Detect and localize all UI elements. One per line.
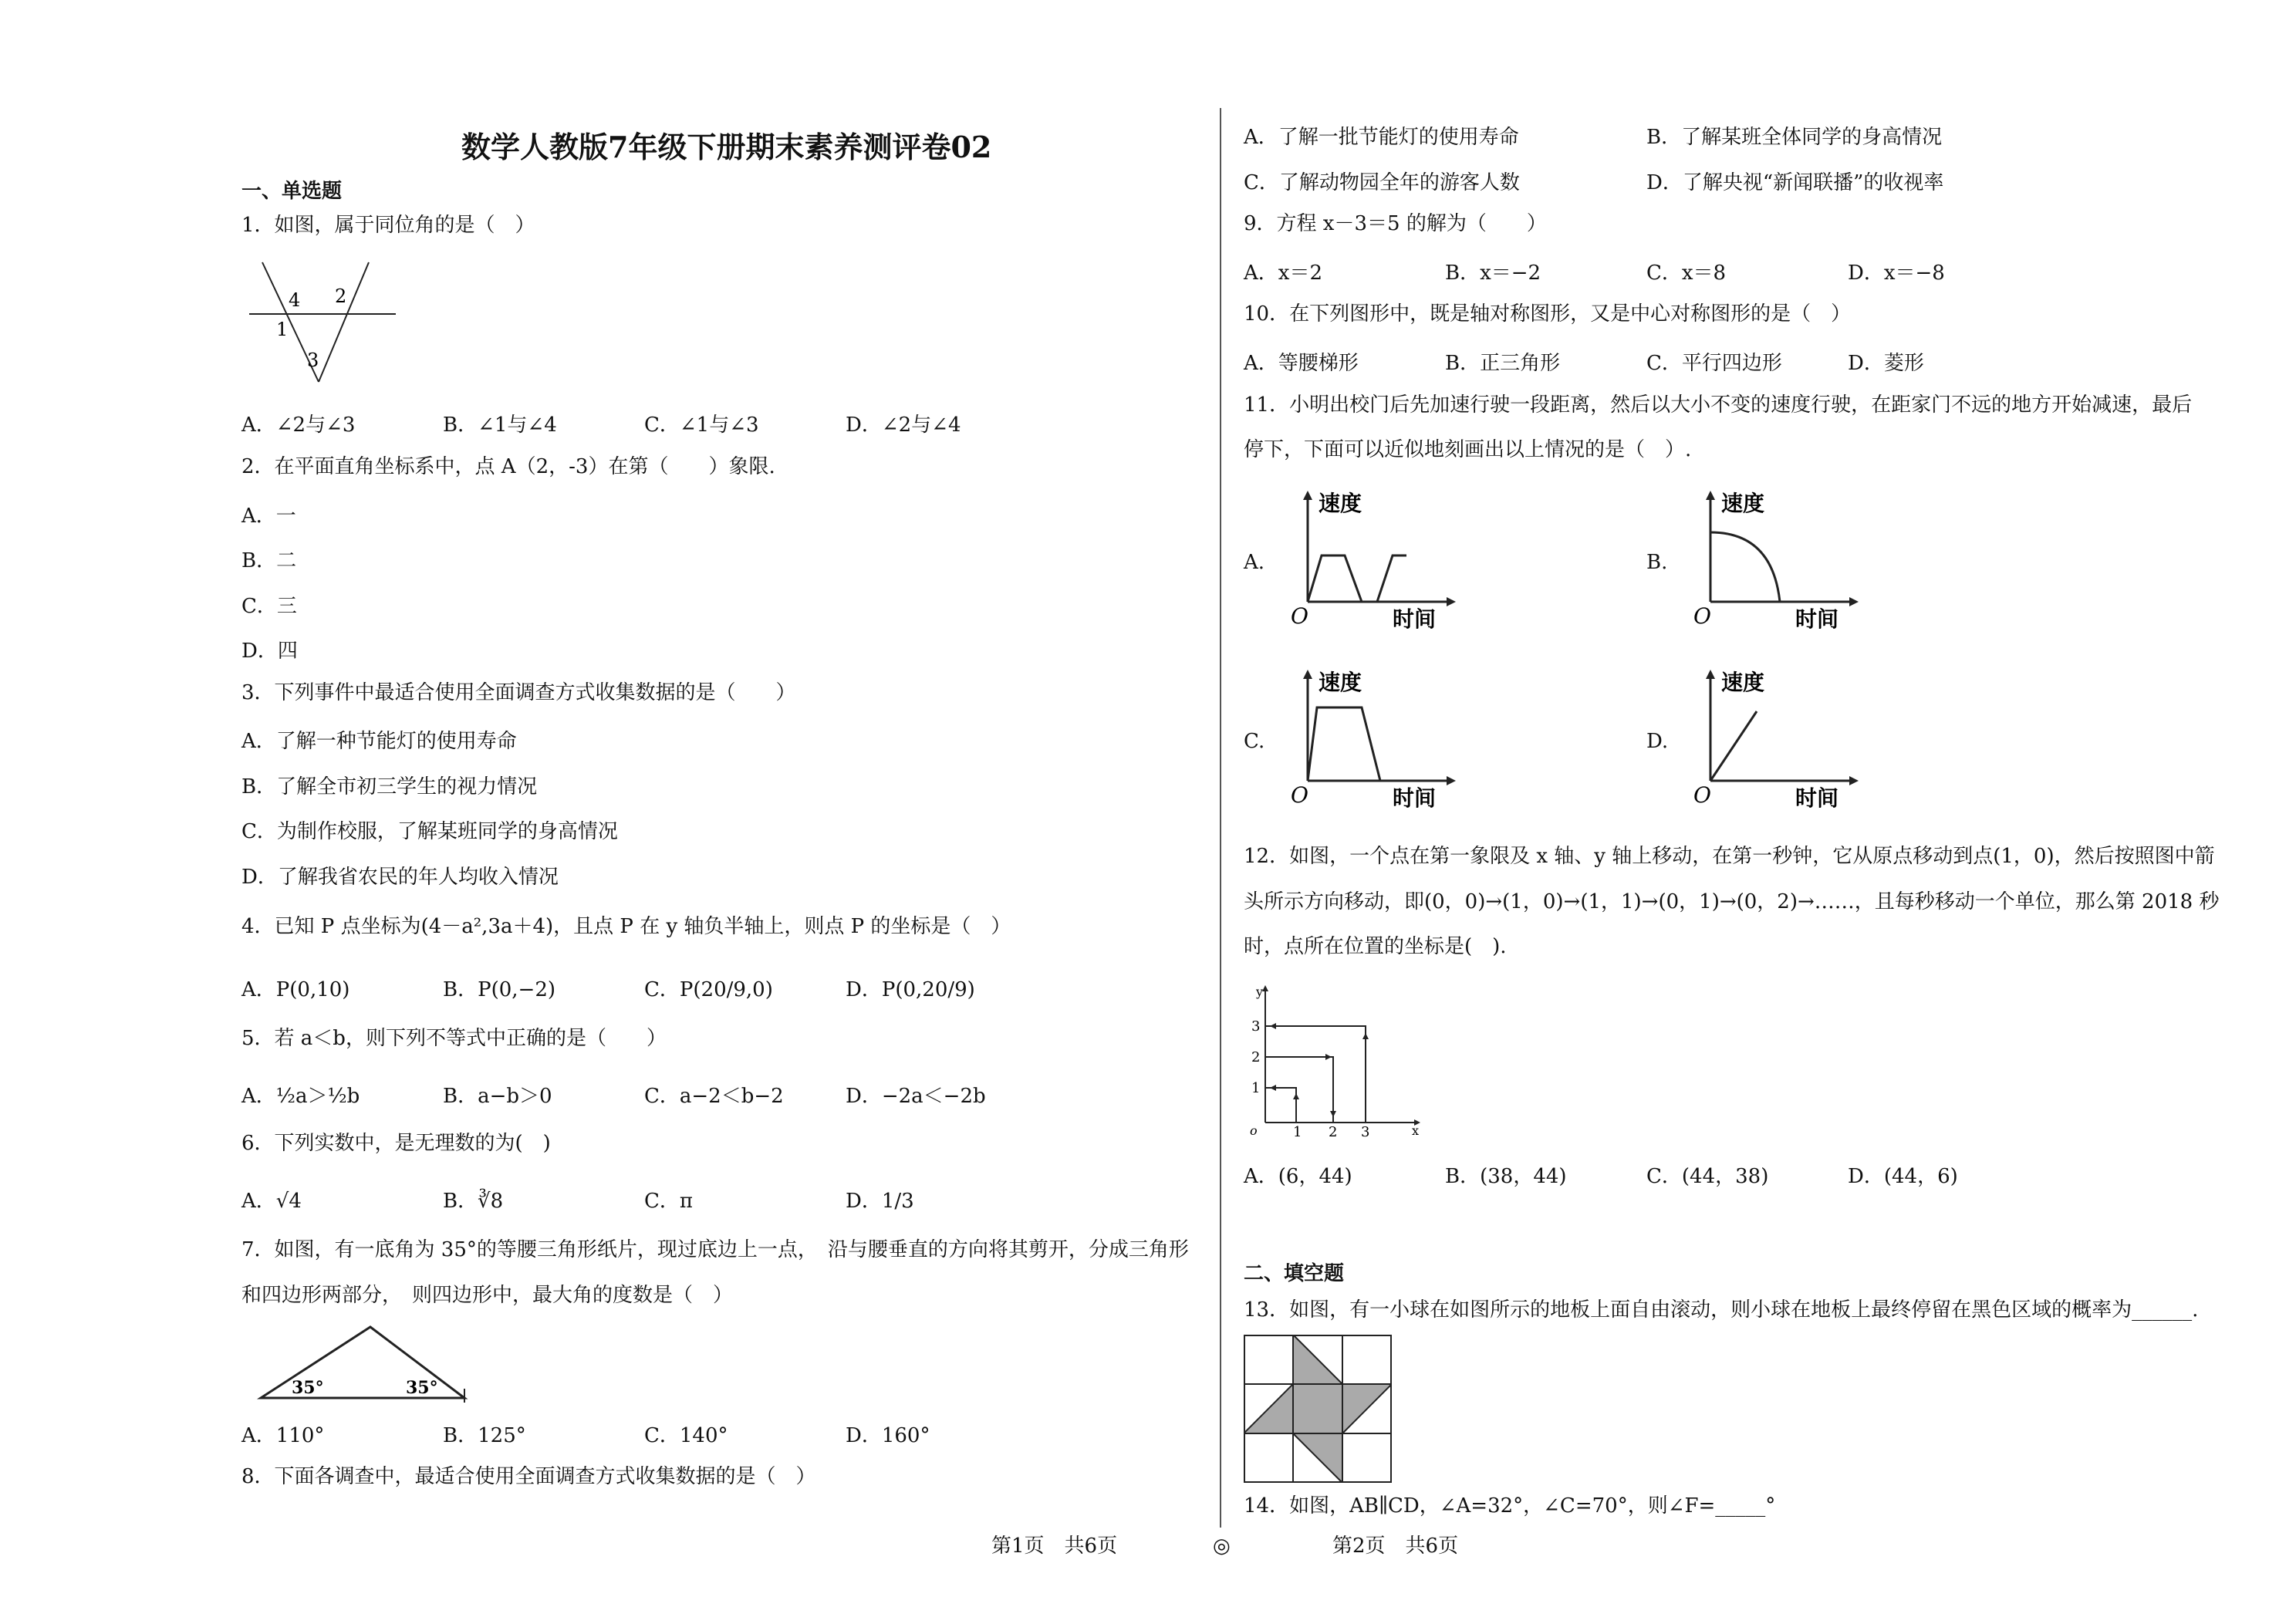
q3-option-d[interactable]: D．了解我省农民的年人均收入情况 [241,866,559,889]
q11-d-ylabel: 速度 [1721,670,1765,695]
q7-option-c[interactable]: C．140° [644,1424,728,1447]
q8-option-d[interactable]: D．了解央视“新闻联播”的收视率 [1646,171,1944,194]
q11-b-xlabel: 时间 [1795,606,1839,632]
q3-option-b[interactable]: B．了解全市初三学生的视力情况 [241,775,538,798]
q10-option-a[interactable]: A．等腰梯形 [1244,352,1359,375]
section-fill-blank: 二、填空题 [1244,1262,1345,1285]
q12-tick-x2: 2 [1329,1124,1338,1138]
q11-d-xlabel: 时间 [1795,785,1839,811]
q12-stem-line3: 时，点所在位置的坐标是( ). [1244,935,1507,958]
q3-stem: 3．下列事件中最适合使用全面调查方式收集数据的是（ ） [241,681,796,704]
q12-tick-y3: 3 [1251,1018,1261,1035]
q12-option-a[interactable]: A．(6，44) [1244,1165,1352,1188]
q10-stem: 10．在下列图形中，既是轴对称图形，又是中心对称图形的是（ ） [1244,302,1852,326]
q9-option-c[interactable]: C．x＝8 [1646,262,1727,285]
q7-option-b[interactable]: B．125° [443,1424,526,1447]
q6-option-c[interactable]: C．π [644,1190,693,1213]
q4-stem: 4．已知 P 点坐标为(4－a²,3a＋4)，且点 P 在 y 轴负半轴上，则点 P 的坐标是（ ） [241,915,1011,938]
footer-page-right: 第2页 共6页 [1332,1535,1459,1558]
q4-option-d[interactable]: D．P(0,20/9) [846,978,975,1001]
q11-option-d[interactable]: D. [1646,730,1669,753]
q11-a-ylabel: 速度 [1319,491,1362,516]
q12-stem-line1: 12．如图，一个点在第一象限及 x 轴、y 轴上移动，在第一秒钟，它从原点移动到点(1，0)，然后按照图中箭 [1244,845,2215,868]
q9-option-a[interactable]: A．x＝2 [1244,262,1322,285]
q11-a-origin: O [1291,603,1308,629]
q10-option-b[interactable]: B．正三角形 [1445,352,1561,375]
q10-option-c[interactable]: C．平行四边形 [1646,352,1782,375]
q8-stem: 8．下面各调查中，最适合使用全面调查方式收集数据的是（ ） [241,1465,816,1488]
q13-floor-grid [1244,1335,1392,1483]
q11-c-ylabel: 速度 [1319,670,1362,695]
q1-label-1: 1 [276,319,289,340]
q9-stem: 9．方程 x－3＝5 的解为（ ） [1244,212,1547,235]
q4-option-a[interactable]: A．P(0,10) [241,978,350,1001]
q11-b-ylabel: 速度 [1721,491,1765,516]
q12-option-c[interactable]: C．(44，38) [1646,1165,1769,1188]
page-divider [1220,108,1221,1528]
q9-option-b[interactable]: B．x＝−2 [1445,262,1541,285]
q1-label-4: 4 [289,289,301,311]
q6-option-a[interactable]: A．√4 [241,1190,302,1213]
page-title: 数学人教版7年级下册期末素养测评卷02 [461,130,992,164]
q11-graph-d [1687,665,1865,812]
footer-page-left: 第1页 共6页 [991,1535,1118,1558]
q11-c-xlabel: 时间 [1393,785,1437,811]
q2-option-a[interactable]: A．一 [241,505,296,528]
q12-option-b[interactable]: B．(38，44) [1445,1165,1567,1188]
section-single-choice: 一、单选题 [241,180,343,203]
q4-option-b[interactable]: B．P(0,−2) [443,978,556,1001]
q1-figure [245,255,400,390]
q12-tick-y1: 1 [1251,1080,1261,1096]
q1-option-a[interactable]: A．∠2与∠3 [241,414,356,437]
q12-tick-x1: 1 [1293,1124,1302,1138]
q1-label-3: 3 [307,349,319,371]
q11-d-origin: O [1693,782,1711,808]
footer-separator: ◎ [1213,1535,1231,1558]
q12-path-figure [1241,984,1426,1138]
q12-tick-x3: 3 [1361,1124,1370,1138]
q1-option-c[interactable]: C．∠1与∠3 [644,414,759,437]
q5-option-d[interactable]: D．−2a＜−2b [846,1085,986,1108]
q11-graph-b [1687,486,1865,633]
q3-option-a[interactable]: A．了解一种节能灯的使用寿命 [241,730,517,753]
q3-option-c[interactable]: C．为制作校服，了解某班同学的身高情况 [241,820,618,843]
q7-triangle-figure [255,1319,478,1408]
q14-stem: 14．如图，AB∥CD，∠A=32°，∠C=70°，则∠F=_____° [1244,1494,1776,1518]
q8-option-a[interactable]: A．了解一批节能灯的使用寿命 [1244,126,1519,149]
q9-option-d[interactable]: D．x＝−8 [1848,262,1945,285]
q2-option-c[interactable]: C．三 [241,595,297,618]
q11-b-origin: O [1693,603,1711,629]
q1-option-d[interactable]: D．∠2与∠4 [846,414,961,437]
q5-option-b[interactable]: B．a−b＞0 [443,1085,552,1108]
q11-stem-line1: 11．小明出校门后先加速行驶一段距离，然后以大小不变的速度行驶，在距家门不远的地方开始减速，最后 [1244,393,2193,417]
q10-option-d[interactable]: D．菱形 [1848,352,1924,375]
q6-option-b[interactable]: B．∛8 [443,1190,504,1213]
q1-stem: 1．如图，属于同位角的是（ ） [241,214,535,237]
q11-a-xlabel: 时间 [1393,606,1437,632]
q4-option-c[interactable]: C．P(20/9,0) [644,978,773,1001]
q5-stem: 5．若 a＜b，则下列不等式中正确的是（ ） [241,1027,667,1050]
q2-stem: 2．在平面直角坐标系中，点 A（2，-3）在第（ ）象限. [241,455,775,478]
q12-stem-line2: 头所示方向移动，即(0，0)→(1，0)→(1，1)→(0，1)→(0，2)→……，且每秒移动一个单位，那么第 2018 秒 [1244,890,2220,913]
q7-option-a[interactable]: A．110° [241,1424,325,1447]
q11-c-origin: O [1291,782,1308,808]
q11-graph-c [1285,665,1462,812]
q8-option-c[interactable]: C．了解动物园全年的游客人数 [1244,171,1520,194]
q8-option-b[interactable]: B．了解某班全体同学的身高情况 [1646,126,1943,149]
q13-stem: 13．如图，有一小球在如图所示的地板上面自由滚动，则小球在地板上最终停留在黑色区域的概率为______. [1244,1298,2199,1322]
q12-tick-y2: 2 [1251,1049,1261,1065]
q7-angle-right: 35° [406,1378,438,1398]
q7-angle-left: 35° [292,1378,324,1398]
q11-graph-a [1285,486,1462,633]
q6-stem: 6．下列实数中，是无理数的为( ) [241,1132,551,1155]
q1-option-b[interactable]: B．∠1与∠4 [443,414,557,437]
q6-option-d[interactable]: D．1/3 [846,1190,914,1213]
q5-option-c[interactable]: C．a−2＜b−2 [644,1085,784,1108]
q11-option-a[interactable]: A. [1244,551,1265,574]
q1-label-2: 2 [335,285,347,307]
q12-origin: o [1250,1123,1258,1138]
q11-option-c[interactable]: C. [1244,730,1265,753]
q12-axis-x: x [1412,1123,1420,1138]
q11-option-b[interactable]: B. [1646,551,1668,574]
q7-option-d[interactable]: D．160° [846,1424,930,1447]
q11-stem-line2: 停下，下面可以近似地刻画出以上情况的是（ ）. [1244,438,1692,461]
q12-axis-y: y [1256,984,1264,999]
q7-stem-line2: 和四边形两部分， 则四边形中，最大角的度数是（ ） [241,1284,734,1307]
q5-option-a[interactable]: A．½a＞½b [241,1085,360,1108]
q7-stem-line1: 7．如图，有一底角为 35°的等腰三角形纸片，现过底边上一点， 沿与腰垂直的方向将其剪开，分成三角形 [241,1238,1189,1261]
q12-option-d[interactable]: D．(44，6) [1848,1165,1958,1188]
q2-option-d[interactable]: D．四 [241,640,298,663]
q2-option-b[interactable]: B．二 [241,549,297,572]
